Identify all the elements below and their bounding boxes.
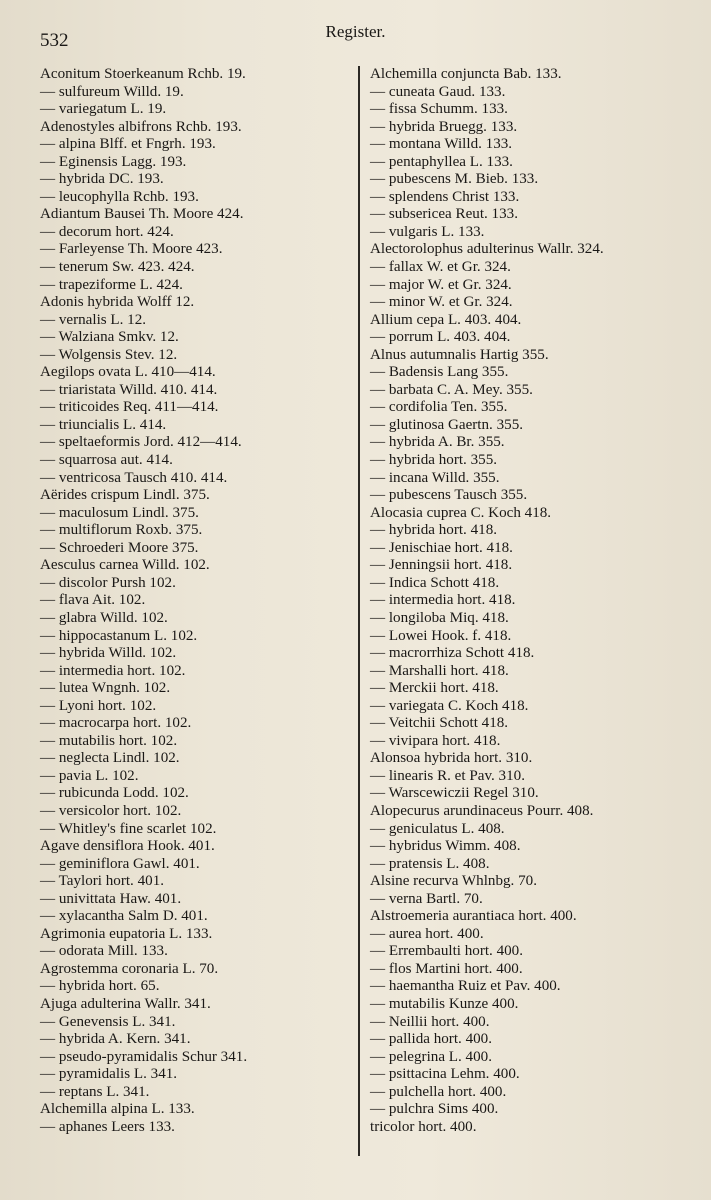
index-subentry: — leucophylla Rchb. 193.: [40, 188, 199, 205]
index-subentry: — subsericea Reut. 133.: [370, 206, 518, 223]
index-entry: Agrimonia eupatoria L. 133.: [40, 925, 213, 942]
index-entry: Ajuga adulterina Wallr. 341.: [40, 995, 211, 1012]
index-subentry: — cordifolia Ten. 355.: [370, 399, 508, 416]
index-subentry: — neglecta Lindl. 102.: [40, 750, 180, 767]
index-subentry: — flos Martini hort. 400.: [370, 960, 523, 977]
index-entry: Alchemilla conjuncta Bab. 133.: [370, 66, 562, 82]
index-column-left: [40, 66, 355, 1136]
index-subentry: — Jenningsii hort. 418.: [370, 557, 513, 574]
index-subentry: — major W. et Gr. 324.: [370, 276, 512, 293]
index-subentry: — triuncialis L. 414.: [40, 416, 167, 433]
index-subentry: — Whitley's fine scarlet 102.: [40, 820, 217, 837]
index-subentry: — Eginensis Lagg. 193.: [40, 153, 187, 170]
index-subentry: — Veitchii Schott 418.: [370, 715, 509, 732]
index-entry: Alchemilla alpina L. 133.: [40, 1101, 195, 1118]
index-subentry: — Errembaulti hort. 400.: [370, 943, 524, 960]
index-subentry: — pulchella hort. 400.: [370, 1083, 507, 1100]
index-entry: Aconitum Stoerkeanum Rchb. 19.: [40, 66, 246, 82]
index-subentry: — squarrosa aut. 414.: [40, 452, 173, 469]
index-subentry: — hybrida hort. 65.: [40, 978, 160, 995]
index-subentry: — macrorrhiza Schott 418.: [370, 645, 535, 662]
index-subentry: — pelegrina L. 400.: [370, 1048, 492, 1065]
index-subentry: — hybridus Wimm. 408.: [370, 838, 521, 855]
index-subentry: — pubescens Tausch 355.: [370, 487, 528, 504]
index-subentry: — versicolor hort. 102.: [40, 802, 182, 819]
index-subentry: — univittata Haw. 401.: [40, 890, 182, 907]
index-entry: Alstroemeria aurantiaca hort. 400.: [370, 908, 577, 925]
index-subentry: — Jenischiae hort. 418.: [370, 539, 513, 556]
index-entry: tricolor hort. 400.: [370, 1118, 477, 1135]
index-subentry: — Walziana Smkv. 12.: [40, 329, 179, 346]
index-subentry: — trapeziforme L. 424.: [40, 276, 183, 293]
index-subentry: — Wolgensis Stev. 12.: [40, 346, 178, 363]
index-subentry: — incana Willd. 355.: [370, 469, 500, 486]
index-subentry: — pentaphyllea L. 133.: [370, 153, 513, 170]
index-subentry: — psittacina Lehm. 400.: [370, 1066, 520, 1083]
index-subentry: — Warscewiczii Regel 310.: [370, 785, 539, 802]
index-subentry: — hippocastanum L. 102.: [40, 627, 198, 644]
index-subentry: — variegatum L. 19.: [40, 101, 167, 118]
index-subentry: — Marshalli hort. 418.: [370, 662, 509, 679]
index-subentry: — variegata C. Koch 418.: [370, 697, 529, 714]
index-entry: Alnus autumnalis Hartig 355.: [370, 346, 549, 363]
index-subentry: — hybrida Willd. 102.: [40, 645, 177, 662]
index-subentry: — Schroederi Moore 375.: [40, 539, 199, 556]
index-subentry: — porrum L. 403. 404.: [370, 329, 511, 346]
index-subentry: — geminiflora Gawl. 401.: [40, 855, 200, 872]
index-subentry: — pseudo-pyramidalis Schur 341.: [40, 1048, 248, 1065]
index-subentry: — aurea hort. 400.: [370, 925, 484, 942]
index-entry: Adenostyles albifrons Rchb. 193.: [40, 118, 242, 135]
index-subentry: — hybrida Bruegg. 133.: [370, 118, 518, 135]
index-subentry: — rubicunda Lodd. 102.: [40, 785, 189, 802]
index-entry: Aesculus carnea Willd. 102.: [40, 557, 210, 574]
index-column-right: [370, 66, 685, 1136]
index-subentry: — Taylori hort. 401.: [40, 873, 165, 890]
index-subentry: — pratensis L. 408.: [370, 855, 490, 872]
column-divider: [358, 66, 360, 1156]
index-subentry: — glabra Willd. 102.: [40, 609, 168, 626]
index-subentry: — Lowei Hook. f. 418.: [370, 627, 512, 644]
index-entry: Alectorolophus adulterinus Wallr. 324.: [370, 241, 604, 258]
index-subentry: — triaristata Willd. 410. 414.: [40, 381, 218, 398]
index-subentry: — decorum hort. 424.: [40, 223, 174, 240]
index-entry: Agrostemma coronaria L. 70.: [40, 960, 219, 977]
index-entry: Aërides crispum Lindl. 375.: [40, 487, 210, 504]
index-entry: Aegilops ovata L. 410—414.: [40, 364, 216, 381]
index-subentry: — pyramidalis L. 341.: [40, 1066, 178, 1083]
index-subentry: — xylacantha Salm D. 401.: [40, 908, 208, 925]
index-subentry: — Merckii hort. 418.: [370, 680, 499, 697]
index-subentry: — Farleyense Th. Moore 423.: [40, 241, 223, 258]
index-entry: Adiantum Bausei Th. Moore 424.: [40, 206, 244, 223]
index-subentry: — Badensis Lang 355.: [370, 364, 509, 381]
index-subentry: — verna Bartl. 70.: [370, 890, 483, 907]
index-subentry: — intermedia hort. 418.: [370, 592, 516, 609]
index-subentry: — macrocarpa hort. 102.: [40, 715, 192, 732]
index-subentry: — splendens Christ 133.: [370, 188, 520, 205]
index-subentry: — triticoides Req. 411—414.: [40, 399, 219, 416]
index-subentry: — minor W. et Gr. 324.: [370, 294, 513, 311]
index-subentry: — multiflorum Roxb. 375.: [40, 522, 203, 539]
running-head: Register.: [325, 22, 386, 41]
index-subentry: — intermedia hort. 102.: [40, 662, 186, 679]
index-subentry: — maculosum Lindl. 375.: [40, 504, 199, 521]
index-subentry: — haemantha Ruiz et Pav. 400.: [370, 978, 561, 995]
index-subentry: — odorata Mill. 133.: [40, 943, 168, 960]
index-subentry: — barbata C. A. Mey. 355.: [370, 381, 533, 398]
index-entry: Alonsoa hybrida hort. 310.: [370, 750, 533, 767]
index-subentry: — linearis R. et Pav. 310.: [370, 767, 525, 784]
page-number: 532: [40, 30, 69, 51]
index-subentry: — hybrida DC. 193.: [40, 171, 164, 188]
index-subentry: — fissa Schumm. 133.: [370, 101, 508, 118]
index-entry: Adonis hybrida Wolff 12.: [40, 294, 195, 311]
index-subentry: — pulchra Sims 400.: [370, 1101, 499, 1118]
index-subentry: — alpina Blff. et Fngrh. 193.: [40, 136, 216, 153]
index-subentry: — tenerum Sw. 423. 424.: [40, 259, 195, 276]
index-subentry: — glutinosa Gaertn. 355.: [370, 416, 524, 433]
index-subentry: — mutabilis hort. 102.: [40, 732, 178, 749]
index-subentry: — hybrida hort. 355.: [370, 452, 498, 469]
index-subentry: — pubescens M. Bieb. 133.: [370, 171, 539, 188]
index-subentry: — ventricosa Tausch 410. 414.: [40, 469, 228, 486]
index-entry: Allium cepa L. 403. 404.: [370, 311, 522, 328]
index-subentry: — Lyoni hort. 102.: [40, 697, 157, 714]
index-subentry: — vulgaris L. 133.: [370, 223, 485, 240]
index-entry: Alocasia cuprea C. Koch 418.: [370, 504, 552, 521]
index-subentry: — longiloba Miq. 418.: [370, 609, 509, 626]
index-subentry: — hybrida A. Kern. 341.: [40, 1031, 191, 1048]
index-subentry: — flava Ait. 102.: [40, 592, 146, 609]
index-subentry: — Neillii hort. 400.: [370, 1013, 490, 1030]
index-subentry: — aphanes Leers 133.: [40, 1118, 175, 1135]
index-subentry: — hybrida A. Br. 355.: [370, 434, 505, 451]
index-subentry: — pallida hort. 400.: [370, 1031, 492, 1048]
index-subentry: — cuneata Gaud. 133.: [370, 83, 506, 100]
index-subentry: — hybrida hort. 418.: [370, 522, 498, 539]
index-subentry: — speltaeformis Jord. 412—414.: [40, 434, 242, 451]
index-subentry: — montana Willd. 133.: [370, 136, 513, 153]
index-subentry: — lutea Wngnh. 102.: [40, 680, 171, 697]
index-subentry: — geniculatus L. 408.: [370, 820, 505, 837]
index-entry: Alopecurus arundinaceus Pourr. 408.: [370, 802, 594, 819]
index-subentry: — Genevensis L. 341.: [40, 1013, 176, 1030]
index-entry: Alsine recurva Whlnbg. 70.: [370, 873, 537, 890]
index-subentry: — vernalis L. 12.: [40, 311, 147, 328]
index-subentry: — Indica Schott 418.: [370, 574, 500, 591]
index-subentry: — fallax W. et Gr. 324.: [370, 259, 511, 276]
index-subentry: — sulfureum Willd. 19.: [40, 83, 184, 100]
index-entry: Agave densiflora Hook. 401.: [40, 838, 215, 855]
index-subentry: — reptans L. 341.: [40, 1083, 150, 1100]
index-subentry: — pavia L. 102.: [40, 767, 139, 784]
index-subentry: — vivipara hort. 418.: [370, 732, 501, 749]
index-subentry: — discolor Pursh 102.: [40, 574, 176, 591]
index-subentry: — mutabilis Kunze 400.: [370, 995, 519, 1012]
